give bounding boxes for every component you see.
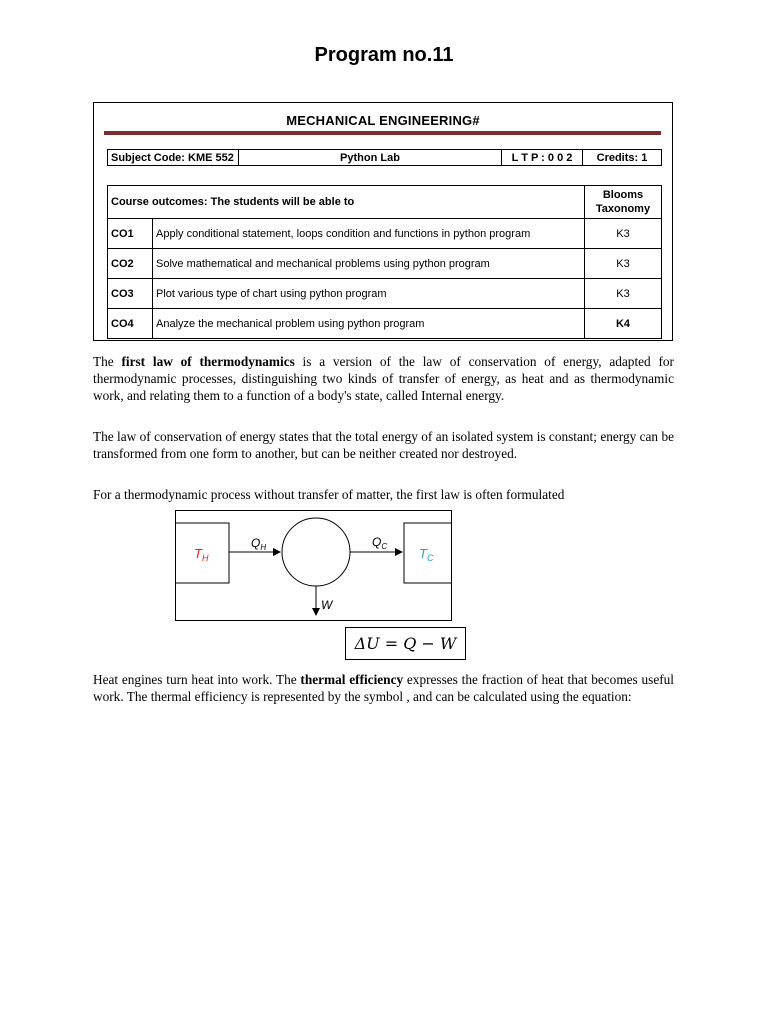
subject-table [107, 149, 662, 166]
heat-engine-svg [176, 511, 451, 620]
outcome-code: CO2 [108, 249, 153, 279]
department-title: MECHANICAL ENGINEERING# [286, 113, 480, 128]
outcome-level: K3 [585, 279, 662, 309]
outcome-level: K3 [585, 219, 662, 249]
outcome-text: Analyze the mechanical problem using python program [153, 309, 585, 339]
paragraph-process: For a thermodynamic process without transfer of matter, the first law is often formulated [93, 487, 565, 502]
qc-label: $Q_C$ [372, 535, 388, 551]
table-row [108, 279, 662, 309]
hot-label: $T_H$ [194, 546, 209, 563]
text-run: expresses the fraction of heat that becomes useful work. The thermal efficiency is represented by the symbol , and can be calculated using the equation: [93, 672, 674, 704]
term-thermal-efficiency: thermal efficiency [300, 672, 404, 687]
work-label: W [321, 598, 333, 612]
page-title: Program no.11 [314, 44, 454, 66]
subject-name: Python Lab [239, 150, 502, 166]
outcome-text: Plot various type of chart using python program [153, 279, 585, 309]
course-header [93, 102, 673, 341]
outcome-code: CO1 [108, 219, 153, 249]
term-first-law: first law of thermodynamics [121, 354, 295, 369]
text-run: is a version of the law of conservation of energy, adapted for thermodynamic processes, distinguishing two kinds of transfer of energy, as heat and as thermodynamic work, and relating them to a function of a body's state, called Internal energy. [93, 354, 674, 403]
taxonomy-heading: Blooms Taxonomy [585, 186, 662, 219]
ltp: L T P : 0 0 2 [502, 150, 583, 166]
outcome-code: CO3 [108, 279, 153, 309]
qh-label: $Q_H$ [251, 536, 267, 552]
paragraph-efficiency [93, 672, 674, 706]
paragraph-first-law [93, 354, 674, 404]
divider-bar [104, 131, 661, 135]
cold-label: $T_C$ [419, 546, 434, 563]
paragraph-conservation: The law of conservation of energy states that the total energy of an isolated system is constant; energy can be transformed from one form to another, but can be neither created nor destroyed. [93, 429, 674, 461]
first-law-formula [345, 627, 466, 660]
outcome-code: CO4 [108, 309, 153, 339]
table-row [108, 219, 662, 249]
outcome-text: Solve mathematical and mechanical problems using python program [153, 249, 585, 279]
formula-text: ΔU = Q − W [354, 634, 457, 653]
table-row [108, 249, 662, 279]
outcome-text: Apply conditional statement, loops condition and functions in python program [153, 219, 585, 249]
text-run: The [93, 354, 122, 369]
outcome-level: K3 [585, 249, 662, 279]
outcomes-table [107, 185, 662, 339]
text-run: Heat engines turn heat into work. The [93, 672, 301, 687]
outcome-level: K4 [585, 309, 662, 339]
engine-circle [282, 518, 350, 586]
outcomes-heading: Course outcomes: The students will be able to [108, 186, 585, 219]
table-row [108, 309, 662, 339]
credits: Credits: 1 [583, 150, 662, 166]
heat-engine-diagram [175, 510, 452, 621]
subject-code: Subject Code: KME 552 [108, 150, 239, 166]
